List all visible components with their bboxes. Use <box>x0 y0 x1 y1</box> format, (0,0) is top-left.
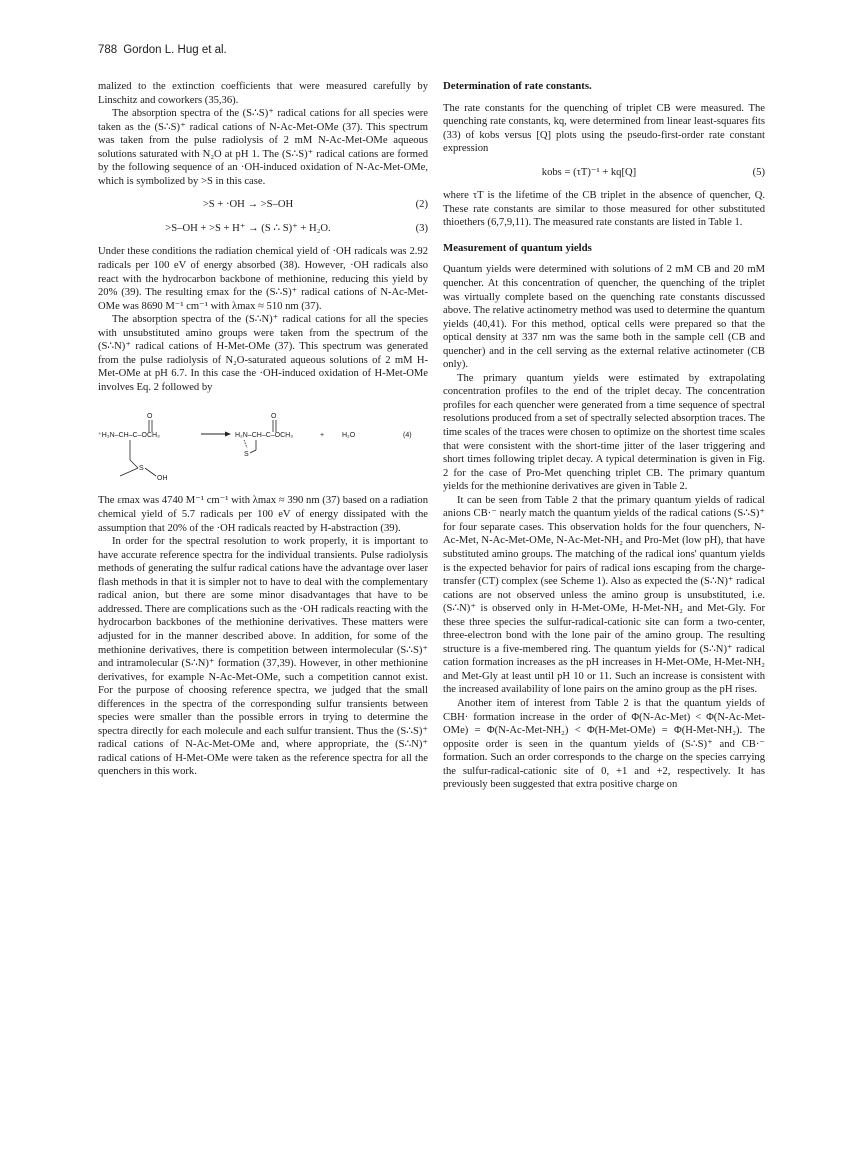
equation-2 <box>98 198 428 212</box>
paragraph: The absorption spectra of the (S∴N)⁺ radical cations for all the species with unsubstituted amino groups were taken from the spectrum of the (S∴N)⁺ radical cations of H-Met-OMe (37). This spectrum was generated from the pulse radiolysis of N₂O-saturated aqueous solutions of 2 mM H-Met-OMe at pH 6.7. In this case the ·OH-induced oxidation of H-Met-OMe involves Eq. 2 followed by <box>98 314 428 393</box>
carbonyl-oxygen-label: O <box>147 413 153 421</box>
equation-body: >S–OH + >S + H⁺ → (S ∴ S)⁺ + H₂O. <box>165 222 331 234</box>
left-column <box>98 80 428 779</box>
paragraph: The absorption spectra of the (S∴S)⁺ radical cations for all species were taken as the (S∴S)⁺ radical cations of N-Ac-Met-OMe (37). This spectrum was taken from the pulse radiolysis of 2 mM N-Ac-Met-OMe aqueous solutions saturated with N₂O at pH 1. The (S∴S)⁺ radical cations are formed by the following sequence of an ·OH-induced oxidation of N-Ac-Met-OMe, which is symbolized by >S in this case. <box>98 108 428 187</box>
equation-number: (4) <box>403 432 412 440</box>
paragraph: malized to the extinction coefficients that were measured carefully by Linschitz and coworkers (35,36). <box>98 81 428 106</box>
running-authors: Gordon L. Hug et al. <box>123 44 227 56</box>
equation-3 <box>98 222 428 236</box>
plus-sign: + <box>320 432 325 440</box>
equation-number: (5) <box>752 166 765 178</box>
paragraph: In order for the spectral resolution to work properly, it is important to have accurate reference spectra for the individual transients. Pulse radiolysis methods of generating the sulfur radical cations have the advantage over laser flash methods in that it is simpler not to have to deal with the complementary radical anion, but there are some minor disadvantages that have to be addressed. There are complications such as the ·OH radicals reacting with the hydrocarbon backbones of the methionine derivatives. These matters were adjusted for in the manner described above. In addition, for some of the methionine derivatives, there is competition between intermolecular (S∴S)⁺ and intramolecular (S∴N)⁺ formation (37,39). However, in other methionine derivatives, for example N-Ac-Met-OMe, such a competition cannot exist. For the purpose of choosing reference spectra, we judged that the small differences in the spectra of the corresponding sulfur transients between species were smaller than the possible errors in trying to determine the spectra directly for each molecule and each sulfur transient. Thus the (S∴S)⁺ radical cations of N-Ac-Met-OMe and, where appropriate, the (S∴N)⁺ radical cations of H-Met-OMe were taken as the reference spectra for all the quenchers in this work. <box>98 536 428 778</box>
carbonyl-oxygen-label: O <box>271 413 277 421</box>
paragraph: The rate constants for the quenching of triplet CB were measured. The quenching rate constants, kq, were determined from linear least-squares fits (33) of kobs versus [Q] plots using the pseudo-first-order rate constant expression <box>443 102 765 155</box>
sulfur-label: S <box>139 465 144 473</box>
paragraph: where τT is the lifetime of the CB triplet in the absence of quencher, Q. These rate constants are similar to those measured for other substituted thioethers (6,7,9,11). The measured rate constants are listed in Table 1. <box>443 190 765 229</box>
water-formula: H₂O <box>342 432 356 440</box>
paragraph: Quantum yields were determined with solutions of 2 mM CB and 20 mM quencher. At this concentration of quencher, the quenching of the triplet was virtually complete based on the quenching rate constants discussed above. The relative actinometry method was used to determine the quantum yields (40,41). For this method, optical cells were prepared so that the optical density at 337 nm was the same both in the sample cell (CB and quencher) and in the cell serving as the external relative actinometer (CB only). <box>443 264 765 371</box>
equation-body: kobs = (τT)⁻¹ + kq[Q] <box>541 166 637 178</box>
hydroxyl-label: OH <box>157 475 168 483</box>
reaction-scheme-4 <box>98 406 428 486</box>
section-heading-quantum-yields: Measurement of quantum yields <box>443 241 592 254</box>
ring-sulfur-label: S <box>244 451 249 459</box>
paragraph: The primary quantum yields were estimated by extrapolating concentration profiles to the end of the triplet decay. The concentration profiles for each quencher were generated from a time sequence of spectral resolutions produced from a set of spectrally selected absorption traces. The time scales of the traces were chosen to optimize on the shortest time scales that were consistent with the short-time jitter of the laser triggering and short times following triplet decay. A typical determination is given in Fig. 2 for the case of Pro-Met quenching triplet CB. The primary quantum yields for the methionine derivatives are given in Table 2. <box>443 372 765 493</box>
section-heading-rate-constants: Determination of rate constants. <box>443 80 592 92</box>
product-formula: H₂N–CH–C–OCH₃ <box>235 432 294 440</box>
running-header <box>98 44 227 56</box>
equation-5 <box>443 166 765 180</box>
page-number: 788 <box>98 44 118 56</box>
right-column <box>443 80 765 792</box>
equation-number: (3) <box>415 222 428 234</box>
paragraph: Another item of interest from Table 2 is that the quantum yields of CBH· formation increase in the order of Φ(N-Ac-Met) < Φ(N-Ac-Met-OMe) = Φ(N-Ac-Met-NH₂) < Φ(H-Met-OMe) = Φ(H-Met-NH₂). The opposite order is seen in the quantum yields of (S∴S)⁺ and CB·⁻ formation. Such an order corresponds to the charge on the species carrying the sulfur-radical-cationic site of 0, +1 and +2, respectively. It has previously been suggested that extra positive charge on <box>443 697 765 791</box>
paragraph: It can be seen from Table 2 that the primary quantum yields of radical anions CB·⁻ nearly match the quantum yields of the radical cations (S∴S)⁺ for four separate cases. This observation holds for the four quenchers, N-Ac-Met, N-Ac-Met-OMe, N-Ac-Met-NH₂ and Pro-Met (low pH), that have substituted amino groups. The matching of the radical ions' quantum yields is the expected behavior for pairs of radical ions escaping from the charge-transfer (CT) complex (see Scheme 1). Also as expected the (S∴N)⁺ radical cations are not observed unless the amino group is unsubstituted, i.e. (S∴N)⁺ is observed only in H-Met-OMe, H-Met-NH₂ and Met-Gly. For these three species the sulfur-radical-cationic site can form a two-center, three-electron bond with the lone pair of the amino group. The resulting structure is a five-membered ring. The quantum yields for (S∴N)⁺ radical cation formation increases as the pH increases in H-Met-OMe, H-Met-NH₂ and Met-Gly at least until pH 10 or 11. Such an increase is consistent with the increased availability of lone pairs on the amino group as the pH rises. <box>443 494 765 696</box>
equation-body: >S + ·OH → >S–OH <box>202 199 294 211</box>
paragraph: Under these conditions the radiation chemical yield of ·OH radicals was 2.92 radicals per 100 eV of energy absorbed (38). However, ·OH radicals also react with the hydrocarbon backbone of methionine, reducing this yield by 20% (39). The resulting εmax for the (S∴S)⁺ radical cations of N-Ac-Met-OMe was 8690 M⁻¹ cm⁻¹ with λmax ≈ 510 nm (37). <box>98 246 428 312</box>
paragraph: The εmax was 4740 M⁻¹ cm⁻¹ with λmax ≈ 390 nm (37) based on a radiation chemical yield of 5.7 radicals per 100 eV of energy dissipated with the assumption that 20% of the ·OH radicals reacted by H-abstraction (39). <box>98 495 428 534</box>
reactant-formula: ⁺H₃N–CH–C–OCH₃ <box>98 432 160 440</box>
equation-number: (2) <box>415 199 428 211</box>
